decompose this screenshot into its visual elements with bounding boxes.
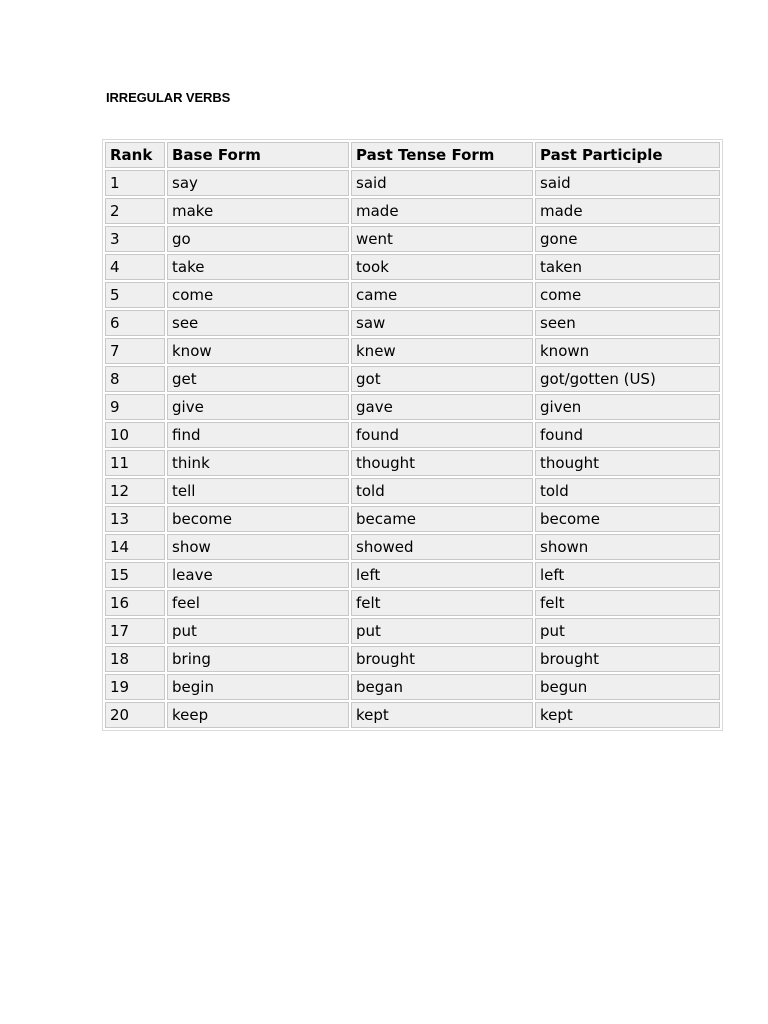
table-row <box>105 478 720 504</box>
table-row <box>105 170 720 196</box>
rank-cell: 10 <box>105 422 165 448</box>
base-form-cell: say <box>167 170 349 196</box>
past-tense-cell: said <box>351 170 533 196</box>
table-row <box>105 562 720 588</box>
past-tense-cell: put <box>351 618 533 644</box>
past-participle-cell: felt <box>535 590 720 616</box>
past-participle-cell: gone <box>535 226 720 252</box>
base-form-cell: become <box>167 506 349 532</box>
base-form-cell: make <box>167 198 349 224</box>
past-tense-cell: gave <box>351 394 533 420</box>
past-participle-cell: known <box>535 338 720 364</box>
rank-cell: 13 <box>105 506 165 532</box>
table-row <box>105 506 720 532</box>
rank-cell: 3 <box>105 226 165 252</box>
past-tense-cell: went <box>351 226 533 252</box>
header-base-form: Base Form <box>167 142 349 168</box>
past-tense-cell: found <box>351 422 533 448</box>
base-form-cell: think <box>167 450 349 476</box>
table-row <box>105 674 720 700</box>
past-tense-cell: told <box>351 478 533 504</box>
base-form-cell: get <box>167 366 349 392</box>
base-form-cell: begin <box>167 674 349 700</box>
rank-cell: 16 <box>105 590 165 616</box>
base-form-cell: put <box>167 618 349 644</box>
base-form-cell: bring <box>167 646 349 672</box>
irregular-verbs-table <box>102 139 723 731</box>
past-participle-cell: thought <box>535 450 720 476</box>
table-row <box>105 534 720 560</box>
rank-cell: 20 <box>105 702 165 728</box>
past-tense-cell: saw <box>351 310 533 336</box>
past-participle-cell: seen <box>535 310 720 336</box>
past-tense-cell: came <box>351 282 533 308</box>
base-form-cell: come <box>167 282 349 308</box>
header-past-participle: Past Participle <box>535 142 720 168</box>
past-participle-cell: told <box>535 478 720 504</box>
table-header-row <box>105 142 720 168</box>
past-participle-cell: brought <box>535 646 720 672</box>
table-row <box>105 254 720 280</box>
past-participle-cell: left <box>535 562 720 588</box>
table-row <box>105 366 720 392</box>
table-row <box>105 702 720 728</box>
rank-cell: 19 <box>105 674 165 700</box>
past-participle-cell: taken <box>535 254 720 280</box>
base-form-cell: give <box>167 394 349 420</box>
base-form-cell: know <box>167 338 349 364</box>
base-form-cell: leave <box>167 562 349 588</box>
past-tense-cell: kept <box>351 702 533 728</box>
past-participle-cell: shown <box>535 534 720 560</box>
base-form-cell: take <box>167 254 349 280</box>
rank-cell: 17 <box>105 618 165 644</box>
past-tense-cell: became <box>351 506 533 532</box>
past-participle-cell: got/gotten (US) <box>535 366 720 392</box>
rank-cell: 4 <box>105 254 165 280</box>
rank-cell: 12 <box>105 478 165 504</box>
table-row <box>105 226 720 252</box>
past-tense-cell: began <box>351 674 533 700</box>
rank-cell: 14 <box>105 534 165 560</box>
header-past-tense-form: Past Tense Form <box>351 142 533 168</box>
past-participle-cell: begun <box>535 674 720 700</box>
base-form-cell: see <box>167 310 349 336</box>
past-tense-cell: made <box>351 198 533 224</box>
base-form-cell: tell <box>167 478 349 504</box>
past-tense-cell: thought <box>351 450 533 476</box>
past-participle-cell: put <box>535 618 720 644</box>
table-row <box>105 422 720 448</box>
rank-cell: 9 <box>105 394 165 420</box>
rank-cell: 1 <box>105 170 165 196</box>
past-tense-cell: left <box>351 562 533 588</box>
table-row <box>105 310 720 336</box>
base-form-cell: keep <box>167 702 349 728</box>
rank-cell: 7 <box>105 338 165 364</box>
rank-cell: 2 <box>105 198 165 224</box>
past-participle-cell: become <box>535 506 720 532</box>
table-row <box>105 282 720 308</box>
base-form-cell: go <box>167 226 349 252</box>
table-row <box>105 646 720 672</box>
base-form-cell: show <box>167 534 349 560</box>
page-title: IRREGULAR VERBS <box>106 90 231 105</box>
rank-cell: 5 <box>105 282 165 308</box>
rank-cell: 15 <box>105 562 165 588</box>
past-tense-cell: took <box>351 254 533 280</box>
base-form-cell: find <box>167 422 349 448</box>
header-rank: Rank <box>105 142 165 168</box>
past-tense-cell: got <box>351 366 533 392</box>
past-participle-cell: found <box>535 422 720 448</box>
past-participle-cell: kept <box>535 702 720 728</box>
table-row <box>105 450 720 476</box>
base-form-cell: feel <box>167 590 349 616</box>
rank-cell: 18 <box>105 646 165 672</box>
table-row <box>105 394 720 420</box>
table-row <box>105 198 720 224</box>
table-row <box>105 590 720 616</box>
table-row <box>105 338 720 364</box>
past-tense-cell: brought <box>351 646 533 672</box>
past-participle-cell: come <box>535 282 720 308</box>
past-participle-cell: said <box>535 170 720 196</box>
past-participle-cell: given <box>535 394 720 420</box>
rank-cell: 11 <box>105 450 165 476</box>
past-tense-cell: knew <box>351 338 533 364</box>
past-tense-cell: showed <box>351 534 533 560</box>
rank-cell: 8 <box>105 366 165 392</box>
past-participle-cell: made <box>535 198 720 224</box>
table-body <box>105 170 720 728</box>
past-tense-cell: felt <box>351 590 533 616</box>
rank-cell: 6 <box>105 310 165 336</box>
table-row <box>105 618 720 644</box>
